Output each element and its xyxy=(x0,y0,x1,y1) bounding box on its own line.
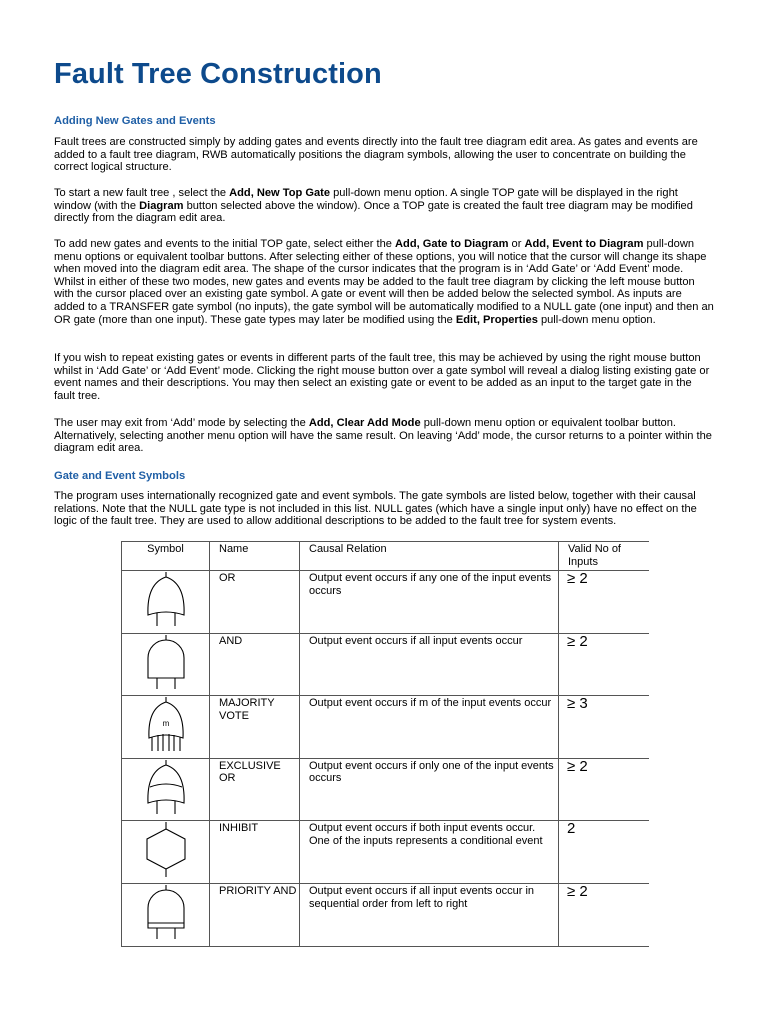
majority-vote-gate-icon xyxy=(136,696,196,754)
and-gate-icon xyxy=(136,634,196,692)
gate-name: EXCLUSIVE OR xyxy=(210,758,300,821)
page-title: Fault Tree Construction xyxy=(54,58,382,90)
gate-valid-inputs: ≥ 2 xyxy=(559,883,650,946)
header-relation: Causal Relation xyxy=(300,542,559,571)
table-row xyxy=(122,696,650,759)
table-header-row xyxy=(122,542,650,571)
table-row xyxy=(122,571,650,634)
gate-valid-inputs: ≥ 3 xyxy=(559,696,650,759)
paragraph-exit-add: The user may exit from ‘Add’ mode by selecting the Add, Clear Add Mode pull-down menu option or equivalent toolbar button. Alternatively, selecting another menu option will have the same result. On leaving ‘Add’ mode, the cursor returns to a pointer within the diagram edit area. xyxy=(54,417,712,455)
symbol-cell xyxy=(122,696,210,759)
gate-name: INHIBIT xyxy=(210,821,300,884)
section-heading-adding: Adding New Gates and Events xyxy=(54,115,216,127)
symbol-cell xyxy=(122,571,210,634)
gate-valid-inputs: ≥ 2 xyxy=(559,571,650,634)
gate-name: MAJORITY VOTE xyxy=(210,696,300,759)
priority-and-gate-icon xyxy=(136,884,196,942)
gate-valid-inputs: ≥ 2 xyxy=(559,758,650,821)
gate-relation: Output event occurs if all input events occur xyxy=(300,633,559,696)
symbol-cell xyxy=(122,883,210,946)
inhibit-gate-icon xyxy=(136,821,196,879)
table-row xyxy=(122,758,650,821)
gate-valid-inputs: 2 xyxy=(559,821,650,884)
gate-name: OR xyxy=(210,571,300,634)
gate-valid-inputs: ≥ 2 xyxy=(559,633,650,696)
paragraph-new-tree: To start a new fault tree , select the Add, New Top Gate pull-down menu option. A single TOP gate will be displayed in the right window (with the Diagram button selected above the window). Once a TOP gate is created the fault tree diagram may be modified directly from the diagram edit area. xyxy=(54,187,693,225)
header-name: Name xyxy=(210,542,300,571)
gate-relation: Output event occurs if m of the input events occur xyxy=(300,696,559,759)
gate-symbol-table xyxy=(121,541,649,947)
symbol-cell xyxy=(122,821,210,884)
table-row xyxy=(122,883,650,946)
gate-name: PRIORITY AND xyxy=(210,883,300,946)
paragraph-repeat: If you wish to repeat existing gates or events in different parts of the fault tree, this may be achieved by using the right mouse button whilst in ‘Add Gate’ or ‘Add Event’ mode. Clicking the right mouse button over a gate symbol will reveal a dialog listing existing gate or event names and their descriptions. You may then select an existing gate or event to be added as an input to the target gate in the fault tree. xyxy=(54,352,710,402)
paragraph-symbols: The program uses internationally recognized gate and event symbols. The gate symbols are listed below, together with their causal relations. Note that the NULL gate type is not included in this list. NULL gates (which have a single input only) have no effect on the logic of the fault tree. They are used to allow additional descriptions to be added to the fault tree for system events. xyxy=(54,490,697,528)
paragraph-add-gates: To add new gates and events to the initial TOP gate, select either the Add, Gate to Diagram or Add, Event to Diagram pull-down menu options or equivalent toolbar buttons. After selecting either of these options, you will notice that the cursor will change its shape when moved into the diagram edit area. The shape of the cursor indicates that the program is in ‘Add Gate’ or ‘Add Event’ mode. Whilst in either of these two modes, new gates and events may be added to the fault tree diagram by clicking the left mouse button with the cursor placed over an existing gate symbol. A gate or event will then be added below the selected symbol. As inputs are added to a TRANSFER gate symbol (no inputs), the gate symbol will be automatically modified to a NULL gate (one input) and then an OR gate (more than one input). These gate types may later be modified using the Edit, Properties pull-down menu option. xyxy=(54,238,714,326)
table-row xyxy=(122,633,650,696)
section-heading-symbols: Gate and Event Symbols xyxy=(54,470,186,482)
header-valid: Valid No of Inputs xyxy=(559,542,650,571)
header-symbol: Symbol xyxy=(122,542,210,571)
gate-relation: Output event occurs if only one of the input events occurs xyxy=(300,758,559,821)
gate-name: AND xyxy=(210,633,300,696)
paragraph-intro: Fault trees are constructed simply by adding gates and events directly into the fault tree diagram edit area. As gates and events are added to a fault tree diagram, RWB automatically positions the diagram symbols, allowing the user to concentrate on building the correct logical structure. xyxy=(54,136,698,174)
gate-relation: Output event occurs if both input events occur. One of the inputs represents a conditional event xyxy=(300,821,559,884)
symbol-cell xyxy=(122,758,210,821)
gate-relation: Output event occurs if any one of the input events occurs xyxy=(300,571,559,634)
symbol-cell xyxy=(122,633,210,696)
or-gate-icon xyxy=(136,571,196,629)
majority-m-label: m xyxy=(162,719,169,729)
exclusive-or-gate-icon xyxy=(136,759,196,817)
table-row xyxy=(122,821,650,884)
gate-relation: Output event occurs if all input events occur in sequential order from left to right xyxy=(300,883,559,946)
